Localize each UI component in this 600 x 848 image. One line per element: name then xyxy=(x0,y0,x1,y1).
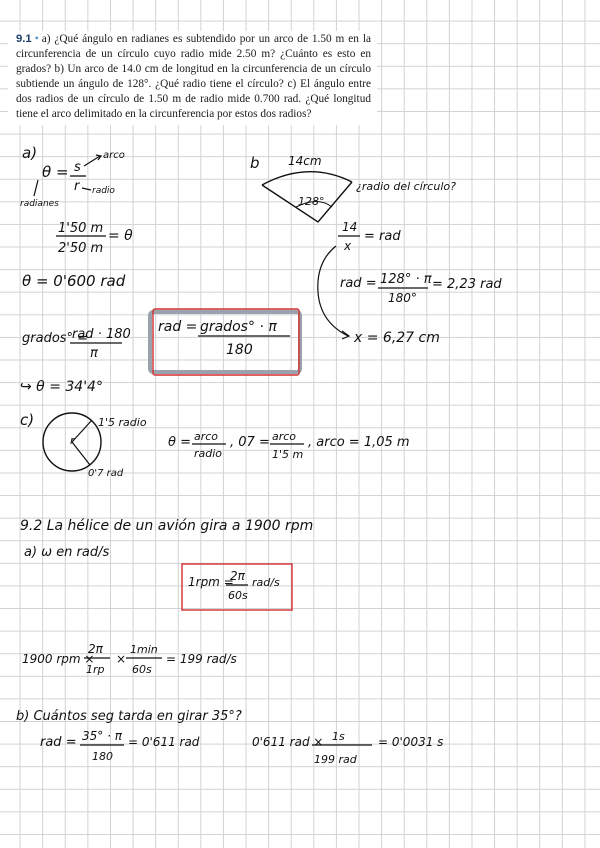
boxed-denominator: 180 xyxy=(226,342,253,358)
c-result: , arco = 1,05 m xyxy=(308,435,410,450)
radius-line-2 xyxy=(72,442,90,465)
calc-lhs: 1900 rpm × xyxy=(22,652,95,666)
part-a-label: a) xyxy=(22,144,38,162)
calc-denominator: 2'50 m xyxy=(58,241,104,256)
q92-title: 9.2 La hélice de un avión gira a 1900 rpm xyxy=(20,518,314,534)
calc-rhs: = 199 rad/s xyxy=(166,652,237,666)
boxed-numerator: grados° · π xyxy=(200,319,277,335)
calc-times: × xyxy=(116,652,127,666)
box-unit: rad/s xyxy=(252,576,280,589)
sector-arc xyxy=(262,172,352,185)
box-denominator: 60s xyxy=(228,589,248,602)
label-arco: arco xyxy=(103,150,125,161)
result-theta-rad: θ = 0'600 rad xyxy=(22,272,126,290)
bullet-icon: • xyxy=(34,33,39,45)
grados-lhs: grados° = xyxy=(22,331,89,346)
q92-b-label: b) Cuántos seg tarda en girar 35°? xyxy=(16,709,242,724)
calc-num1: 2π xyxy=(88,642,103,656)
c-f2-denominator: 1'5 m xyxy=(272,448,304,461)
c-mid: , 07 = xyxy=(230,435,270,450)
c-theta-equals: θ = xyxy=(168,435,191,450)
b-frac-denominator: x xyxy=(344,239,352,253)
part-c-label: c) xyxy=(20,411,35,429)
b-rad-denominator: 180° xyxy=(388,291,417,305)
b-rad-num-2: 35° · π xyxy=(82,729,122,743)
curved-arrow xyxy=(318,246,348,336)
radius-line-1 xyxy=(72,420,92,442)
frac-s: s xyxy=(74,160,81,175)
arrow-to-theta xyxy=(34,180,38,196)
b-rad-den-2: 180 xyxy=(92,750,113,763)
calc-numerator: 1'50 m xyxy=(58,221,104,236)
b-rad-rhs-2: = 0'611 rad xyxy=(128,735,200,749)
t-denominator: 199 rad xyxy=(314,753,357,766)
q92-a-label: a) ω en rad/s xyxy=(24,545,110,560)
box-lhs: 1rpm = xyxy=(188,575,234,589)
arrow-to-arco xyxy=(84,156,100,166)
b-result: x = 6,27 cm xyxy=(354,330,440,346)
calc-den2: 60s xyxy=(132,663,152,676)
b-frac-rhs: = rad xyxy=(364,229,401,244)
c-f2-numerator: arco xyxy=(272,430,297,443)
sector-angle: 128° xyxy=(298,195,325,208)
box-numerator: 2π xyxy=(230,569,245,583)
question-radio: ¿radio del círculo? xyxy=(356,180,456,193)
angle-label: 0'7 rad xyxy=(88,468,124,479)
c-f1-numerator: arco xyxy=(194,430,219,443)
t-numerator: 1s xyxy=(332,730,345,743)
radio-label: 1'5 radio xyxy=(98,416,147,429)
label-radio: radio xyxy=(92,186,115,196)
arc-length-label: 14cm xyxy=(288,154,322,168)
label-radianes: radianes xyxy=(20,199,59,209)
arrow-to-radio xyxy=(82,188,91,190)
t-lhs: 0'611 rad × xyxy=(252,735,324,749)
calc-num2: 1min xyxy=(130,643,158,656)
b-frac-numerator: 14 xyxy=(342,220,358,234)
problem-number: 9.1 xyxy=(16,33,32,45)
frac-r: r xyxy=(74,179,80,194)
grados-denominator: π xyxy=(90,346,98,361)
b-rad-lhs-2: rad = xyxy=(40,735,77,750)
b-rad-rhs: = 2,23 rad xyxy=(432,277,502,292)
radius-r-label: r xyxy=(70,434,75,447)
part-b-label: b xyxy=(250,154,260,172)
grados-numerator: rad · 180 xyxy=(72,327,131,342)
calc-den1: 1rp xyxy=(86,663,105,676)
b-rad-numerator: 128° · π xyxy=(380,272,432,287)
b-rad-lhs: rad = xyxy=(340,276,377,291)
t-rhs: = 0'0031 s xyxy=(378,735,444,749)
c-f1-denominator: radio xyxy=(194,447,223,460)
boxed-lhs: rad = xyxy=(158,319,198,335)
theta-equals: θ = xyxy=(42,163,69,181)
result-theta-degrees: ↪ θ = 34'4° xyxy=(20,379,103,395)
calc-equals-theta: = θ xyxy=(108,228,133,244)
problem-text: a) ¿Qué ángulo en radianes es subtendido por un arco de 1.50 m en la circunferencia de un círculo cuyo radio mide 2.50 m? ¿Cuánto es esto en grados? b) Un arco de 14.0 cm de longitud en la circunferencia de un círculo subtiende un ángulo de 128°. ¿Qué radio tiene el círculo? c) El ángulo entre dos radios de un círculo de 1.50 m de radio mide 0.700 rad. ¿Qué longitud tiene el arco delimitado en la circunferencia por estos dos radios? xyxy=(16,33,371,121)
